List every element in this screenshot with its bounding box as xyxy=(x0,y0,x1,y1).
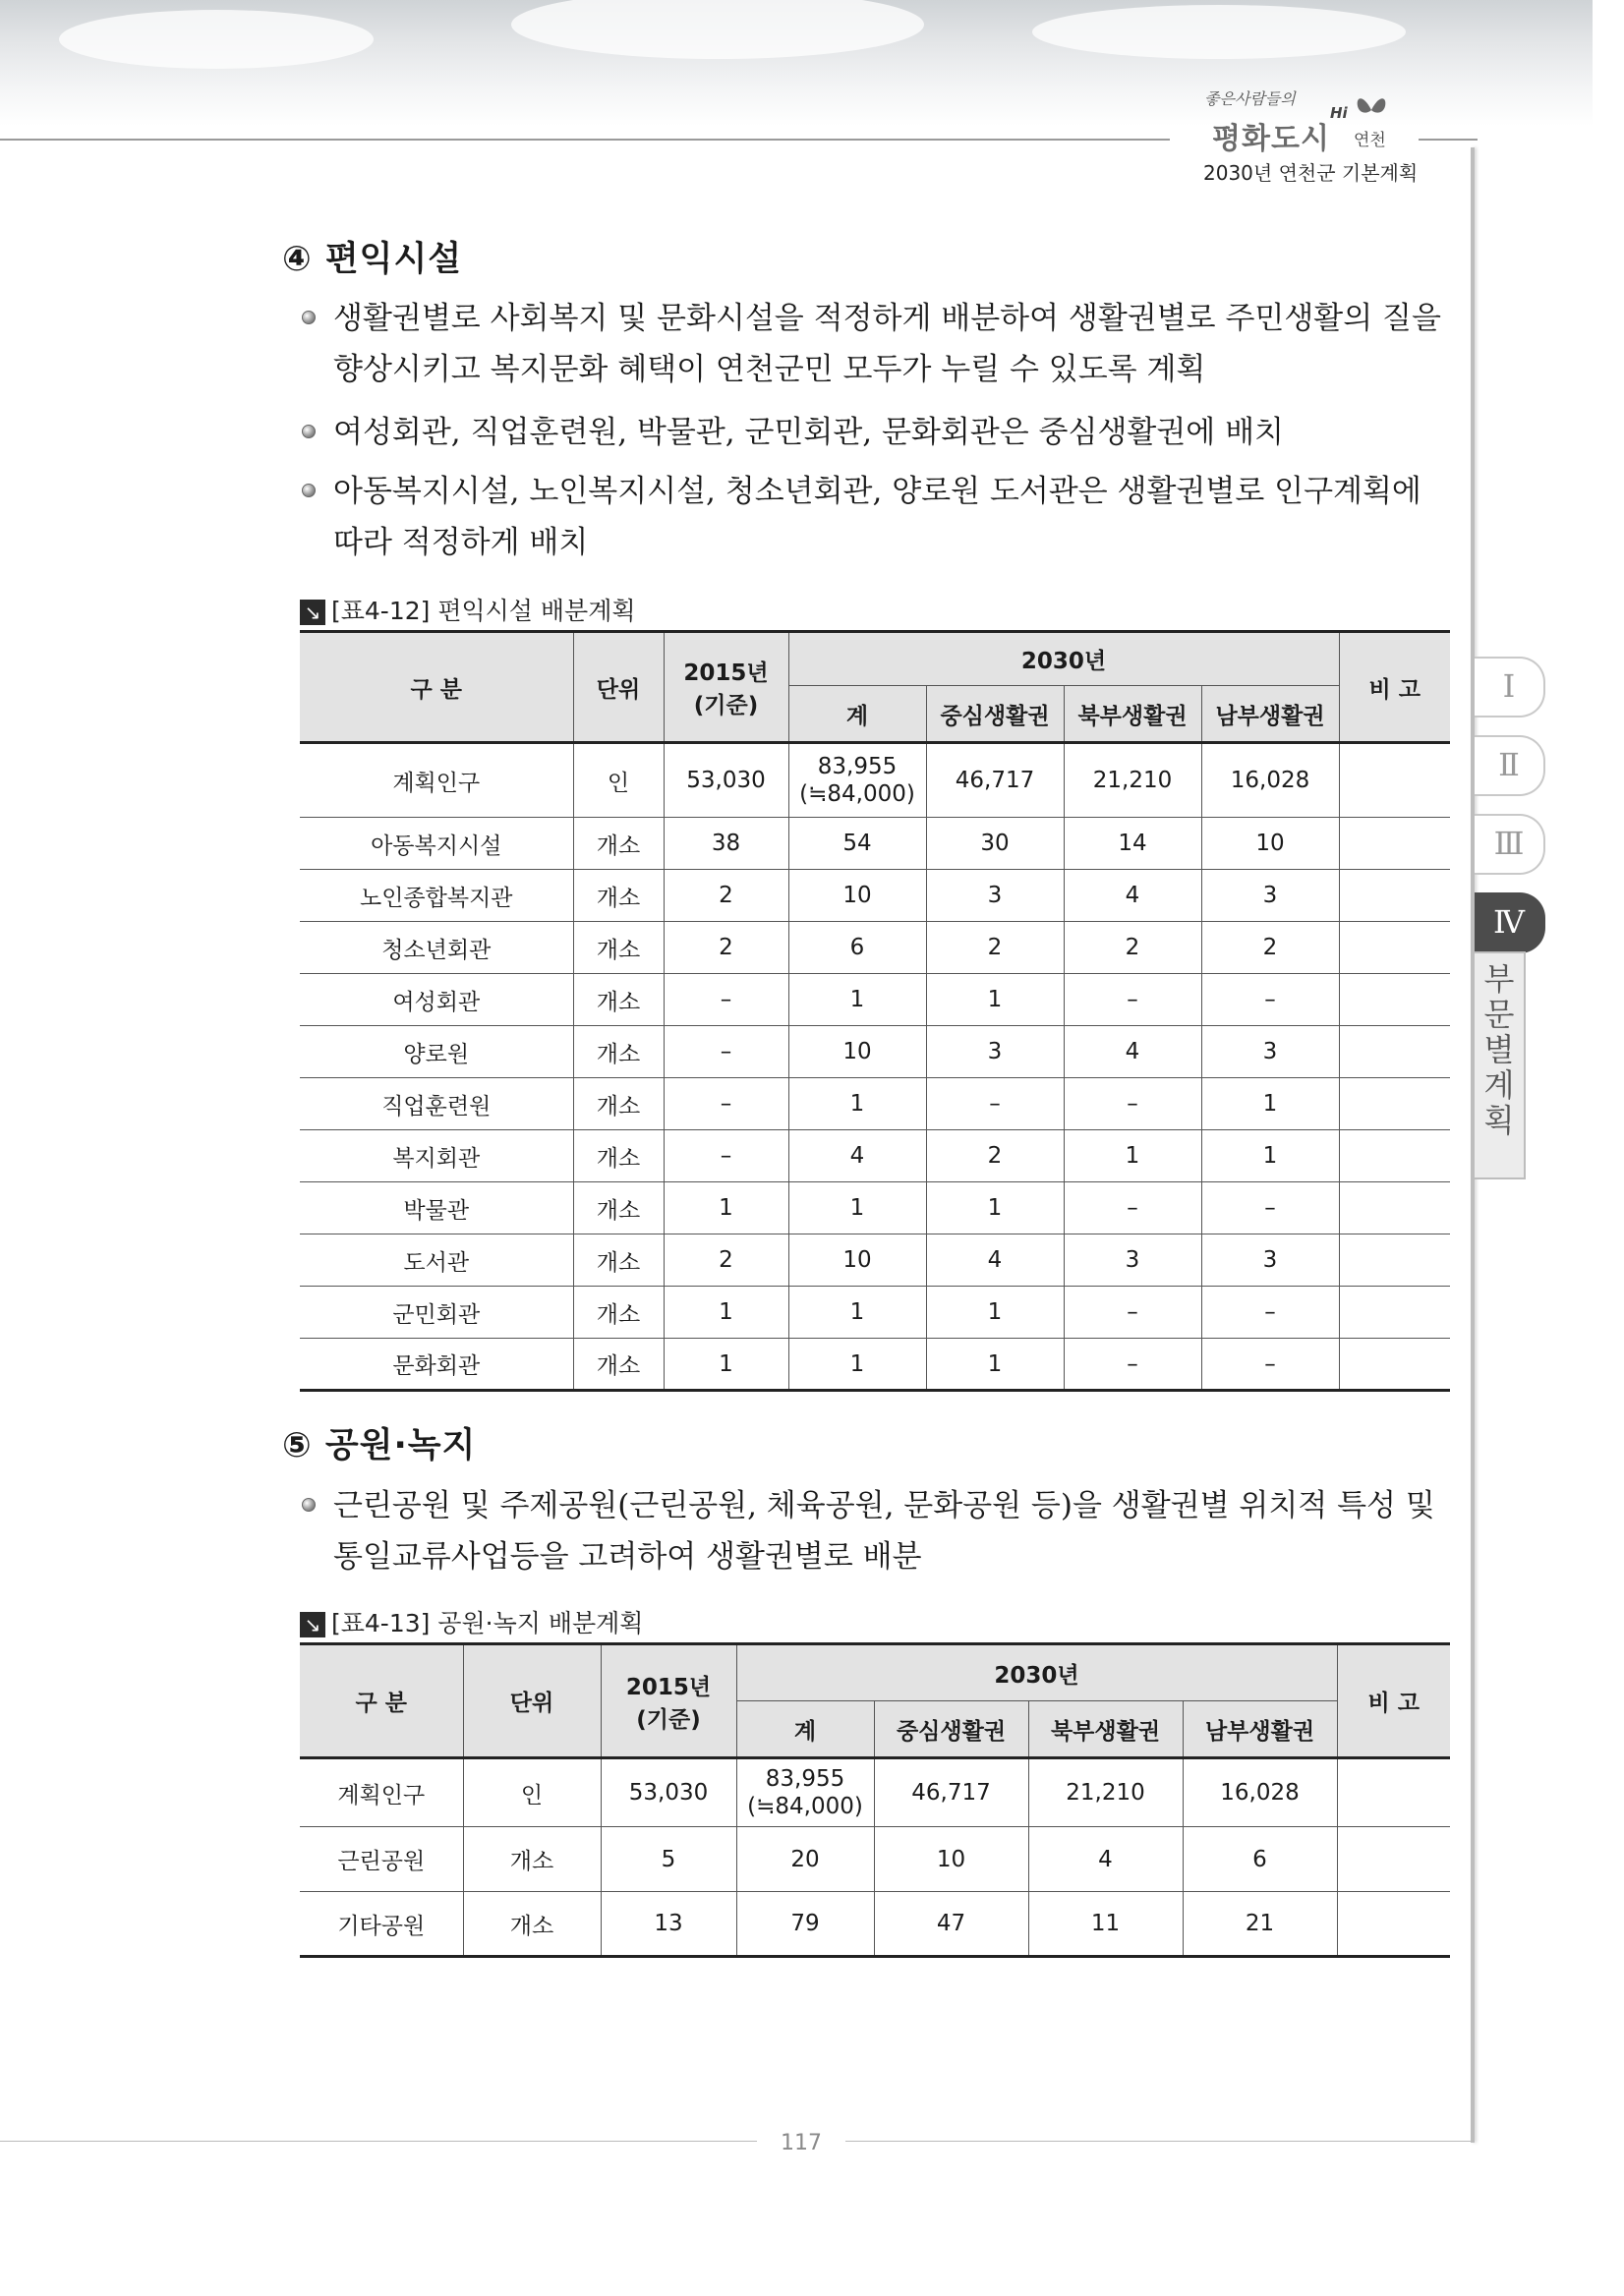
cell-total: 1 xyxy=(788,1287,926,1339)
header-north: 북부생활권 xyxy=(1064,686,1201,743)
cell-name: 직업훈련원 xyxy=(300,1078,573,1130)
cell-central: 47 xyxy=(874,1892,1028,1957)
cell-base: 5 xyxy=(601,1827,736,1892)
cell-north: – xyxy=(1064,1339,1201,1391)
cell-name: 박물관 xyxy=(300,1182,573,1234)
table-row xyxy=(300,1130,1450,1182)
cell-note xyxy=(1339,1182,1450,1234)
bullet-item xyxy=(302,407,1452,458)
section-title: ⑤ 공원·녹지 xyxy=(282,1426,477,1465)
cell-name: 문화회관 xyxy=(300,1339,573,1391)
cell-unit: 인 xyxy=(463,1758,601,1827)
cell-base: 1 xyxy=(664,1287,788,1339)
cell-central: 1 xyxy=(926,1339,1064,1391)
table-caption xyxy=(300,592,636,627)
header-note: 비 고 xyxy=(1337,1644,1450,1758)
arrow-down-right-icon: ↘ xyxy=(300,1612,325,1637)
cell-central: 3 xyxy=(926,1026,1064,1078)
cell-south: 1 xyxy=(1201,1078,1339,1130)
cell-base: 2 xyxy=(664,922,788,974)
header-total: 계 xyxy=(788,686,926,743)
logo-place: 연천 xyxy=(1354,131,1386,150)
chapter-tab-3[interactable]: Ⅲ xyxy=(1475,814,1545,875)
cell-note xyxy=(1339,870,1450,922)
header-note: 비 고 xyxy=(1339,632,1450,743)
bullet-text: 근린공원 및 주제공원(근린공원, 체육공원, 문화공원 등)을 생활권별 위치적 특성 및 통일교류사업등을 고려하여 생활권별로 배분 xyxy=(333,1488,1435,1575)
cell-south: 16,028 xyxy=(1183,1758,1337,1827)
cell-name: 여성회관 xyxy=(300,974,573,1026)
table-row xyxy=(300,1182,1450,1234)
bullet-icon xyxy=(302,425,316,438)
cell-central: 4 xyxy=(926,1234,1064,1287)
table-row xyxy=(300,1078,1450,1130)
cell-unit: 개소 xyxy=(573,1026,664,1078)
cell-south: 21 xyxy=(1183,1892,1337,1957)
cell-south: 2 xyxy=(1201,922,1339,974)
cell-note xyxy=(1339,743,1450,818)
bullet-icon xyxy=(302,1498,316,1512)
butterfly-icon xyxy=(1354,92,1389,122)
cell-south: 10 xyxy=(1201,818,1339,870)
cell-south: – xyxy=(1201,1339,1339,1391)
header-category: 구 분 xyxy=(300,1644,463,1758)
cell-unit: 개소 xyxy=(573,1182,664,1234)
cell-central: 46,717 xyxy=(874,1758,1028,1827)
cell-total-approx: (≒84,000) xyxy=(747,1794,863,1819)
cell-name: 양로원 xyxy=(300,1026,573,1078)
cell-central: 2 xyxy=(926,922,1064,974)
cell-total: 1 xyxy=(788,1182,926,1234)
cell-unit: 개소 xyxy=(573,1130,664,1182)
header-target-year: 2030년 xyxy=(788,632,1339,686)
table-row xyxy=(300,1287,1450,1339)
cell-name: 청소년회관 xyxy=(300,922,573,974)
table-row xyxy=(300,974,1450,1026)
cell-central: 2 xyxy=(926,1130,1064,1182)
cell-north: – xyxy=(1064,1287,1201,1339)
cell-total: 20 xyxy=(736,1827,874,1892)
cell-unit: 개소 xyxy=(463,1827,601,1892)
cell-base: – xyxy=(664,1026,788,1078)
footer-rule xyxy=(845,2141,1475,2142)
header-south: 남부생활권 xyxy=(1183,1701,1337,1758)
park-allocation-table xyxy=(300,1642,1450,1958)
facility-allocation-table xyxy=(300,630,1450,1392)
header-rule xyxy=(1419,139,1478,141)
cell-total: 54 xyxy=(788,818,926,870)
table-caption xyxy=(300,1604,643,1639)
table-row xyxy=(300,818,1450,870)
cell-central: 30 xyxy=(926,818,1064,870)
bullet-icon xyxy=(302,484,316,497)
header-total: 계 xyxy=(736,1701,874,1758)
table-row xyxy=(300,1339,1450,1391)
logo-hi: Hi xyxy=(1330,104,1348,122)
cell-note xyxy=(1339,1130,1450,1182)
cell-name: 군민회관 xyxy=(300,1287,573,1339)
footer-rule xyxy=(0,2141,757,2142)
header-base-year: 2015년 (기준) xyxy=(601,1644,736,1758)
document-title: 2030년 연천군 기본계획 xyxy=(1203,161,1419,185)
header-south: 남부생활권 xyxy=(1201,686,1339,743)
cell-central: 1 xyxy=(926,974,1064,1026)
bullet-item xyxy=(302,1480,1452,1582)
bullet-text: 아동복지시설, 노인복지시설, 청소년회관, 양로원 도서관은 생활권별로 인구계획에 따라 적정하게 배치 xyxy=(333,474,1421,560)
chapter-side-label-text: 부문별 계획 xyxy=(1483,960,1515,1139)
cell-south: 3 xyxy=(1201,1026,1339,1078)
cell-name: 도서관 xyxy=(300,1234,573,1287)
cell-total xyxy=(736,1758,874,1827)
cell-note xyxy=(1337,1758,1450,1827)
cell-south: 3 xyxy=(1201,870,1339,922)
cell-total-approx: (≒84,000) xyxy=(799,781,915,807)
city-logo xyxy=(1194,79,1421,157)
cell-total-value: 83,955 xyxy=(765,1766,845,1792)
cell-note xyxy=(1339,1234,1450,1287)
cell-unit: 개소 xyxy=(573,1287,664,1339)
cell-base: 2 xyxy=(664,1234,788,1287)
table-row xyxy=(300,743,1450,818)
cell-unit: 개소 xyxy=(573,1339,664,1391)
cell-north: 21,210 xyxy=(1064,743,1201,818)
cell-north: 4 xyxy=(1064,870,1201,922)
cell-total-value: 83,955 xyxy=(817,754,898,779)
cell-name: 계획인구 xyxy=(300,743,573,818)
header-central: 중심생활권 xyxy=(926,686,1064,743)
chapter-side-label xyxy=(1475,951,1526,1179)
cell-unit: 개소 xyxy=(573,870,664,922)
cell-base: – xyxy=(664,1078,788,1130)
cell-base: 53,030 xyxy=(664,743,788,818)
cell-unit: 개소 xyxy=(573,922,664,974)
table-row xyxy=(300,1892,1450,1957)
chapter-tab-4[interactable]: Ⅳ xyxy=(1475,892,1545,953)
cell-unit: 개소 xyxy=(463,1892,601,1957)
arrow-down-right-icon: ↘ xyxy=(300,600,325,625)
cell-note xyxy=(1339,818,1450,870)
header-central: 중심생활권 xyxy=(874,1701,1028,1758)
cell-name: 근린공원 xyxy=(300,1827,463,1892)
cell-central: 3 xyxy=(926,870,1064,922)
bullet-text: 여성회관, 직업훈련원, 박물관, 군민회관, 문화회관은 중심생활권에 배치 xyxy=(333,415,1284,450)
cell-unit: 개소 xyxy=(573,818,664,870)
table-row xyxy=(300,870,1450,922)
cell-south: 6 xyxy=(1183,1827,1337,1892)
cell-north: 4 xyxy=(1064,1026,1201,1078)
cell-north: – xyxy=(1064,1182,1201,1234)
cell-unit: 개소 xyxy=(573,1234,664,1287)
cell-total: 1 xyxy=(788,1078,926,1130)
cloud-shape xyxy=(511,0,924,59)
cell-north: 14 xyxy=(1064,818,1201,870)
cell-base: – xyxy=(664,1130,788,1182)
cell-base: 2 xyxy=(664,870,788,922)
cell-base: 13 xyxy=(601,1892,736,1957)
cell-unit: 개소 xyxy=(573,1078,664,1130)
table-row xyxy=(300,1827,1450,1892)
chapter-tab-1[interactable]: Ⅰ xyxy=(1475,657,1545,718)
cell-south: 1 xyxy=(1201,1130,1339,1182)
cell-north: 1 xyxy=(1064,1130,1201,1182)
cell-name: 노인종합복지관 xyxy=(300,870,573,922)
cell-south: 3 xyxy=(1201,1234,1339,1287)
bullet-item xyxy=(302,466,1452,568)
cell-name: 복지회관 xyxy=(300,1130,573,1182)
caption-text: [표4-12] 편익시설 배분계획 xyxy=(331,597,636,625)
bullet-icon xyxy=(302,311,316,324)
header-unit: 단위 xyxy=(463,1644,601,1758)
cell-total: 1 xyxy=(788,974,926,1026)
header-rule xyxy=(0,139,1170,141)
cell-total: 4 xyxy=(788,1130,926,1182)
header-category: 구 분 xyxy=(300,632,573,743)
cell-total: 10 xyxy=(788,1234,926,1287)
cell-central: 46,717 xyxy=(926,743,1064,818)
cell-central: 1 xyxy=(926,1182,1064,1234)
cell-unit: 개소 xyxy=(573,974,664,1026)
cell-total: 10 xyxy=(788,1026,926,1078)
cell-base: 1 xyxy=(664,1339,788,1391)
table-row xyxy=(300,1758,1450,1827)
cloud-shape xyxy=(1032,5,1406,59)
cell-base: 53,030 xyxy=(601,1758,736,1827)
cell-note xyxy=(1337,1827,1450,1892)
cell-name: 기타공원 xyxy=(300,1892,463,1957)
cell-total: 10 xyxy=(788,870,926,922)
cell-base: 38 xyxy=(664,818,788,870)
cell-north: 11 xyxy=(1028,1892,1183,1957)
cell-south: – xyxy=(1201,1287,1339,1339)
cell-north: – xyxy=(1064,974,1201,1026)
caption-text: [표4-13] 공원·녹지 배분계획 xyxy=(331,1609,644,1637)
cell-north: 2 xyxy=(1064,922,1201,974)
header-base-year: 2015년 (기준) xyxy=(664,632,788,743)
cloud-shape xyxy=(59,10,374,69)
chapter-tab-2[interactable]: Ⅱ xyxy=(1475,735,1545,796)
cell-south: – xyxy=(1201,974,1339,1026)
cell-note xyxy=(1339,922,1450,974)
cell-base: 1 xyxy=(664,1182,788,1234)
cell-name: 계획인구 xyxy=(300,1758,463,1827)
bullet-item xyxy=(302,293,1452,395)
header-target-year: 2030년 xyxy=(736,1644,1337,1701)
cell-total xyxy=(788,743,926,818)
header-north: 북부생활권 xyxy=(1028,1701,1183,1758)
cell-north: 4 xyxy=(1028,1827,1183,1892)
section-title: ④ 편익시설 xyxy=(282,240,463,279)
cell-note xyxy=(1339,974,1450,1026)
cell-name: 아동복지시설 xyxy=(300,818,573,870)
cell-note xyxy=(1339,1339,1450,1391)
bullet-text: 생활권별로 사회복지 및 문화시설을 적정하게 배분하여 생활권별로 주민생활의 질을 향상시키고 복지문화 혜택이 연천군민 모두가 누릴 수 있도록 계획 xyxy=(333,301,1441,387)
cell-note xyxy=(1339,1026,1450,1078)
cell-south: 16,028 xyxy=(1201,743,1339,818)
table-row xyxy=(300,922,1450,974)
logo-line1: 좋은사람들의 xyxy=(1204,89,1296,108)
cell-north: – xyxy=(1064,1078,1201,1130)
cell-total: 1 xyxy=(788,1339,926,1391)
table-row xyxy=(300,1026,1450,1078)
cell-south: – xyxy=(1201,1182,1339,1234)
header-unit: 단위 xyxy=(573,632,664,743)
cell-note xyxy=(1337,1892,1450,1957)
cell-total: 6 xyxy=(788,922,926,974)
cell-unit: 인 xyxy=(573,743,664,818)
cell-central: 10 xyxy=(874,1827,1028,1892)
cell-central: 1 xyxy=(926,1287,1064,1339)
cell-north: 3 xyxy=(1064,1234,1201,1287)
logo-line2: 평화도시 xyxy=(1212,122,1330,156)
cell-central: – xyxy=(926,1078,1064,1130)
page-number: 117 xyxy=(777,2131,826,2155)
cell-total: 79 xyxy=(736,1892,874,1957)
cell-base: – xyxy=(664,974,788,1026)
table-row xyxy=(300,1234,1450,1287)
cell-note xyxy=(1339,1078,1450,1130)
cell-north: 21,210 xyxy=(1028,1758,1183,1827)
cell-note xyxy=(1339,1287,1450,1339)
